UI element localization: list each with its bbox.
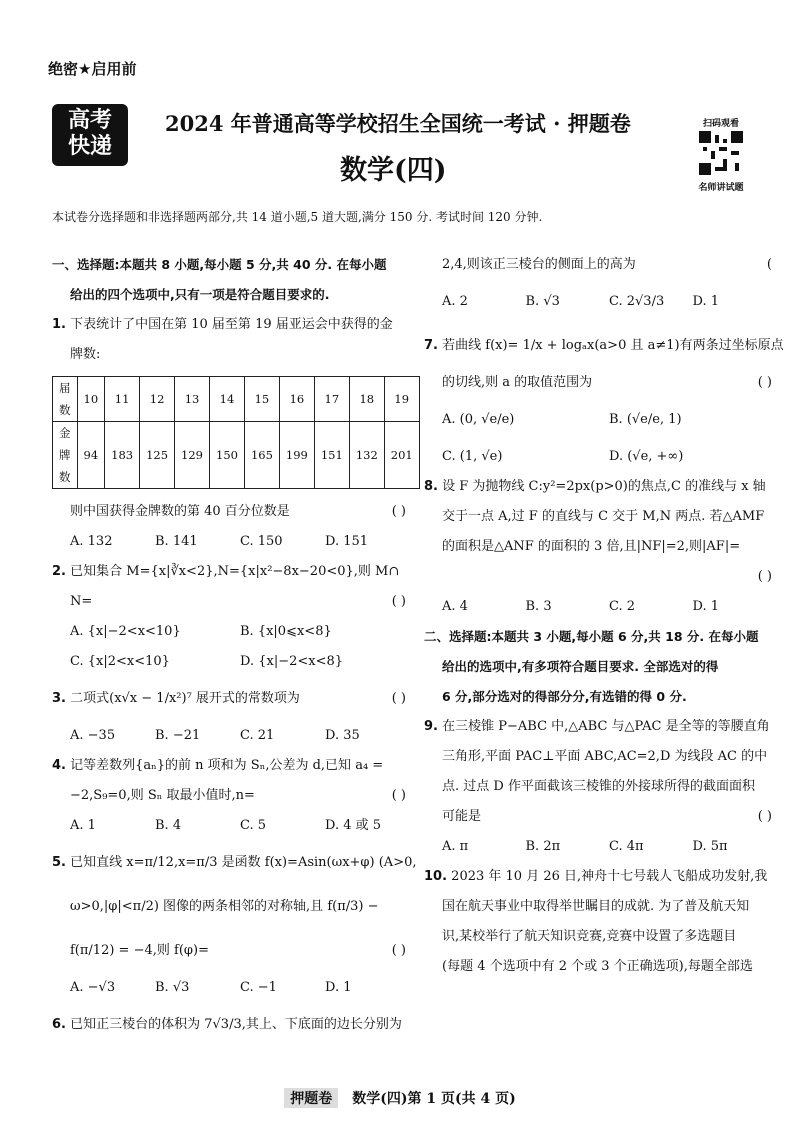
table-cell: 129 [175,422,210,489]
question-number: 3. [52,691,66,706]
question-text: 牌数: [70,347,101,362]
question-8 [424,472,776,622]
question-text: 点. 过点 D 作平面截该三棱锥的外接球所得的截面面积 [442,779,755,794]
option-a: A. −35 [70,728,116,743]
question-text: 2,4,则该正三棱台的侧面上的高为 [442,257,636,272]
question-text: 的切线,则 a 的取值范围为 [442,375,593,390]
answer-paren: ( ) [391,594,406,609]
table-cell: 201 [384,422,419,489]
table-row [53,422,420,489]
table-cell: 16 [279,377,314,422]
qr-caption-top: 扫码观看 [702,119,739,129]
table-cell: 19 [384,377,419,422]
option-d: D. 1 [692,294,719,309]
table-header-cell: 届数 [53,377,78,422]
option-a: A. −√3 [70,980,116,995]
table-cell: 183 [105,422,140,489]
option-c: C. 4π [609,839,644,854]
question-text: 设 F 为抛物线 C:y²=2px(p>0)的焦点,C 的准线与 x 轴 [442,479,766,494]
right-column [424,250,784,982]
table-cell: 11 [105,377,140,422]
question-text: ω>0,|φ|<π/2) 图像的两条相邻的对称轴,且 f(π/3) − [70,899,379,914]
answer-paren: ( ) [391,788,406,803]
qr-code-icon[interactable] [699,131,743,175]
option-c: C. 2 [609,599,636,614]
options-row [424,398,776,442]
table-row [53,377,420,422]
exam-title: 2024 年普通高等学校招生全国统一考试 · 押题卷 [165,111,631,136]
option-b: B. −21 [155,728,201,743]
question-number: 5. [52,855,66,870]
question-number: 8. [424,479,438,494]
section2-heading-line3: 6 分,部分选对的得部分分,有选错的得 0 分. [442,689,687,704]
brand-logo [52,104,128,166]
section1-heading-line2: 给出的四个选项中,只有一项是符合题目要求的. [70,287,330,302]
table-cell: 199 [279,422,314,489]
option-b: B. √3 [525,294,560,309]
question-text: 可能是 [442,809,482,824]
section2-heading-line2: 给出的选项中,有多项符合题目要求. 全部选对的得 [442,659,719,674]
question-number: 7. [424,338,438,353]
medal-table [52,376,420,489]
options-row [424,280,776,324]
option-c: C. 150 [240,534,283,549]
page-footer [0,1088,800,1108]
question-3 [52,677,410,751]
answer-paren: ( ) [757,809,772,824]
table-cell: 17 [314,377,349,422]
option-a: A. π [442,839,469,854]
question-text: 若曲线 f(x)= 1/x + logₐx(a>0 且 a≠1)有两条过坐标原点 [442,338,784,353]
page-number: 数学(四)第 1 页(共 4 页) [352,1091,516,1107]
table-cell: 10 [77,377,105,422]
options-row [52,617,410,647]
options-row [52,721,410,751]
question-number: 1. [52,317,66,332]
logo-text-bottom: 快递 [67,134,112,159]
question-text: 二项式(x√x − 1/x²)⁷ 展开式的常数项为 [70,691,300,706]
question-text: 2023 年 10 月 26 日,神舟十七号载人飞船成功发射,我 [451,869,768,884]
question-text: 记等差数列{aₙ}的前 n 项和为 Sₙ,公差为 d,已知 a₄ = [70,758,384,773]
question-10 [424,862,776,982]
option-a: A. 2 [442,294,468,309]
option-b: B. (√e/e, 1) [609,412,682,427]
option-b: B. 141 [155,534,198,549]
options-row [424,832,776,862]
question-text: (每题 4 个选项中有 2 个或 3 个正确选项),每题全部选 [442,959,753,974]
option-b: B. 2π [525,839,561,854]
question-text: 国在航天事业中取得举世瞩目的成就. 为了普及航天知 [442,899,750,914]
option-a: A. {x|−2<x<10} [70,624,181,639]
question-text: 则中国获得金牌数的第 40 百分位数是 [70,504,290,519]
option-c: C. 21 [240,728,275,743]
qr-caption-bottom: 名师讲试题 [698,183,744,193]
options-row [52,527,410,557]
subject-title: 数学(四) [340,155,447,186]
option-d: D. 5π [692,839,728,854]
question-text: f(π/12) = −4,则 f(φ)= [70,943,209,958]
table-cell: 18 [349,377,384,422]
table-cell: 165 [244,422,279,489]
question-6 [52,1003,410,1047]
question-text: 下表统计了中国在第 10 届至第 19 届亚运会中获得的金 [70,317,393,332]
table-cell: 94 [77,422,105,489]
question-text: 的面积是△ANF 的面积的 3 倍,且|NF|=2,则|AF|= [442,539,741,554]
option-c: C. 2√3/3 [609,294,665,309]
question-text: 已知集合 M={x|∛x<2},N={x|x²−8x−20<0},则 M∩ [70,564,400,579]
options-row [52,647,410,677]
question-2 [52,557,410,677]
exam-instructions: 本试卷分选择题和非选择题两部分,共 14 道小题,5 道大题,满分 150 分. 考试时间 120 分钟. [52,210,543,224]
option-a: A. (0, √e/e) [442,412,515,427]
question-text: 在三棱锥 P−ABC 中,△ABC 与△PAC 是全等的等腰直角 [442,719,770,734]
option-b: B. √3 [155,980,190,995]
question-9 [424,712,776,862]
table-cell: 151 [314,422,349,489]
options-row [424,592,776,622]
section1-heading-line1: 一、选择题:本题共 8 小题,每小题 5 分,共 40 分. 在每小题 [52,257,387,272]
answer-paren: ( ) [757,375,772,390]
table-cell: 125 [140,422,175,489]
question-text: 识,某校举行了航天知识竞赛,竞赛中设置了多选题目 [442,929,737,944]
question-text: 交于一点 A,过 F 的直线与 C 交于 M,N 两点. 若△AMF [442,509,765,524]
option-a: A. 132 [70,534,113,549]
question-text: −2,S₉=0,则 Sₙ 取最小值时,n= [70,788,255,803]
answer-paren: ( ) [391,943,406,958]
option-d: D. 151 [325,534,369,549]
answer-paren: ( ) [391,691,406,706]
table-cell: 15 [244,377,279,422]
question-number: 9. [424,719,438,734]
logo-text-top: 高考 [67,108,112,133]
option-c: C. {x|2<x<10} [70,654,170,669]
option-c: C. −1 [240,980,277,995]
table-cell: 13 [175,377,210,422]
question-number: 2. [52,564,66,579]
option-d: D. (√e, +∞) [609,449,684,464]
confidential-label: 绝密★启用前 [48,60,137,78]
footer-tag: 押题卷 [284,1088,338,1108]
left-column [52,250,417,1047]
option-b: B. {x|0⩽x<8} [240,624,332,639]
question-text: 已知直线 x=π/12,x=π/3 是函数 f(x)=Asin(ωx+φ) (A>0, [70,855,417,870]
option-a: A. 1 [70,818,96,833]
question-number: 4. [52,758,66,773]
question-5 [52,841,417,1003]
options-row [424,442,776,472]
option-a: A. 4 [442,599,468,614]
question-number: 10. [424,869,448,884]
qr-block [688,116,754,193]
question-7 [424,324,784,472]
option-c: C. 5 [240,818,267,833]
question-4 [52,751,410,841]
answer-paren: ( ) [757,569,772,584]
option-d: D. 1 [692,599,719,614]
option-d: D. 4 或 5 [325,818,382,833]
options-row [52,973,410,1003]
table-cell: 12 [140,377,175,422]
options-row [52,811,410,841]
answer-paren: ( ) [391,504,406,519]
table-header-cell: 金牌数 [53,422,78,489]
table-cell: 14 [210,377,245,422]
question-text: 已知正三棱台的体积为 7√3/3,其上、下底面的边长分别为 [70,1017,402,1032]
question-text: 三角形,平面 PAC⊥平面 ABC,AC=2,D 为线段 AC 的中 [442,749,768,764]
answer-paren: ( [766,257,772,272]
table-cell: 150 [210,422,245,489]
question-number: 6. [52,1017,66,1032]
option-b: B. 3 [525,599,552,614]
section2-heading-line1: 二、选择题:本题共 3 小题,每小题 6 分,共 18 分. 在每小题 [424,629,759,644]
option-b: B. 4 [155,818,182,833]
option-d: D. {x|−2<x<8} [240,654,344,669]
option-d: D. 1 [325,980,352,995]
option-c: C. (1, √e) [442,449,503,464]
table-cell: 132 [349,422,384,489]
question-1 [52,310,413,557]
option-d: D. 35 [325,728,360,743]
question-text: N= [70,594,93,609]
